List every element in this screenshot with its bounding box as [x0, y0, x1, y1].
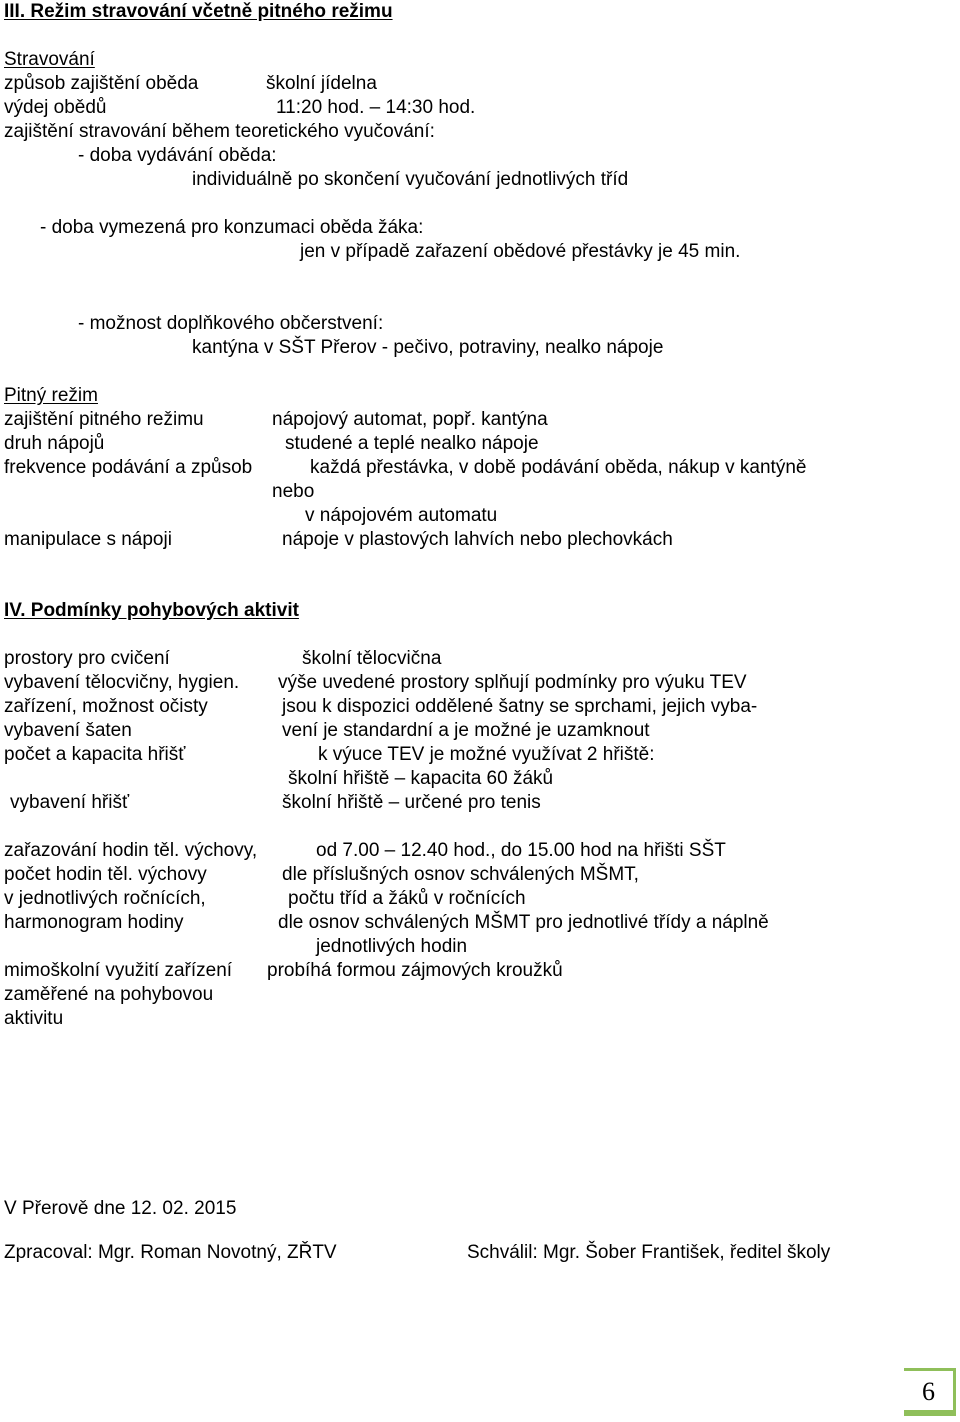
- zarazovani-value: od 7.00 – 12.40 hod., do 15.00 hod na hřišti SŠT: [316, 840, 726, 861]
- pocet-hodin-label: počet hodin těl. výchovy: [4, 864, 207, 885]
- hriste-label: vybavení hřišť: [10, 792, 130, 813]
- pocet-hrist-label: počet a kapacita hřišť: [4, 744, 186, 765]
- pocet-hrist-value-1: k výuce TEV je možné využívat 2 hřiště:: [318, 744, 655, 765]
- druh-napoju-label: druh nápojů: [4, 433, 105, 454]
- frekvence-value-1: každá přestávka, v době podávání oběda, nákup v kantýně: [310, 457, 807, 478]
- moznost-label: - možnost doplňkového občerstvení:: [78, 313, 384, 334]
- doba-konzumace-value: jen v případě zařazení obědové přestávky je 45 min.: [300, 241, 741, 262]
- section-4-title: IV. Podmínky pohybových aktivit: [4, 600, 299, 621]
- vydej-value: 11:20 hod. – 14:30 hod.: [276, 97, 476, 118]
- schvalil: Schválil: Mgr. Šober František, ředitel školy: [467, 1242, 831, 1263]
- harmonogram-value-1: dle osnov schválených MŠMT pro jednotlivé třídy a náplně: [278, 912, 769, 933]
- mimoskolni-label-1: mimoškolní využití zařízení: [4, 960, 233, 981]
- prostory-label: prostory pro cvičení: [4, 648, 170, 669]
- mimoskolni-value: probíhá formou zájmových kroužků: [267, 960, 563, 981]
- druh-napoju-value: studené a teplé nealko nápoje: [285, 433, 539, 454]
- moznost-value: kantýna v SŠT Přerov - pečivo, potraviny, nealko nápoje: [192, 337, 664, 358]
- doba-vydavani-label: - doba vydávání oběda:: [78, 145, 277, 166]
- pocet-hodin-value: dle příslušných osnov schválených MŠMT,: [282, 864, 639, 885]
- manipulace-value: nápoje v plastových lahvích nebo plechovkách: [282, 529, 673, 550]
- zarizeni-label: zařízení, možnost očisty: [4, 696, 208, 717]
- mimoskolni-label-2: zaměřené na pohybovou: [4, 984, 214, 1005]
- document-date: V Přerově dne 12. 02. 2015: [4, 1198, 237, 1219]
- manipulace-label: manipulace s nápoji: [4, 529, 172, 550]
- harmonogram-value-2: jednotlivých hodin: [316, 936, 468, 957]
- pitny-zajisteni-label: zajištění pitného režimu: [4, 409, 204, 430]
- vydej-label: výdej obědů: [4, 97, 107, 118]
- frekvence-label: frekvence podávání a způsob: [4, 457, 253, 478]
- rocnicich-value: počtu tříd a žáků v ročnících: [288, 888, 526, 909]
- doba-konzumace-label: - doba vymezená pro konzumaci oběda žáka:: [40, 217, 424, 238]
- harmonogram-label: harmonogram hodiny: [4, 912, 184, 933]
- mimoskolni-label-3: aktivitu: [4, 1008, 64, 1029]
- frekvence-value-2: nebo: [272, 481, 315, 502]
- zpusob-value: školní jídelna: [266, 73, 377, 94]
- section-3-title: III. Režim stravování včetně pitného režimu: [4, 1, 393, 22]
- doba-vydavani-value: individuálně po skončení vyučování jednotlivých tříd: [192, 169, 629, 190]
- page-number: 6: [922, 1377, 935, 1406]
- hriste-value: školní hřiště – určené pro tenis: [282, 792, 541, 813]
- prostory-value: školní tělocvična: [302, 648, 442, 669]
- saten-value: vení je standardní a je možné je uzamknout: [282, 720, 650, 741]
- page-number-frame: [904, 1368, 956, 1416]
- pocet-hrist-value-2: školní hřiště – kapacita 60 žáků: [288, 768, 554, 789]
- stravovani-heading: Stravování: [4, 49, 95, 70]
- zpusob-label: způsob zajištění oběda: [4, 73, 199, 94]
- rocnicich-label: v jednotlivých ročnících,: [4, 888, 206, 909]
- zarazovani-label: zařazování hodin těl. výchovy,: [4, 840, 258, 861]
- zajisteni-stravovani: zajištění stravování během teoretického vyučování:: [4, 121, 435, 142]
- zpracoval: Zpracoval: Mgr. Roman Novotný, ZŘTV: [4, 1242, 337, 1263]
- frekvence-value-3: v nápojovém automatu: [305, 505, 498, 526]
- vybaveni-label: vybavení tělocvičny, hygien.: [4, 672, 240, 693]
- pitny-zajisteni-value: nápojový automat, popř. kantýna: [272, 409, 548, 430]
- pitny-rezim-heading: Pitný režim: [4, 385, 98, 406]
- vybaveni-value: výše uvedené prostory splňují podmínky pro výuku TEV: [278, 672, 747, 693]
- zarizeni-value: jsou k dispozici oddělené šatny se sprchami, jejich vyba-: [282, 696, 758, 717]
- saten-label: vybavení šaten: [4, 720, 132, 741]
